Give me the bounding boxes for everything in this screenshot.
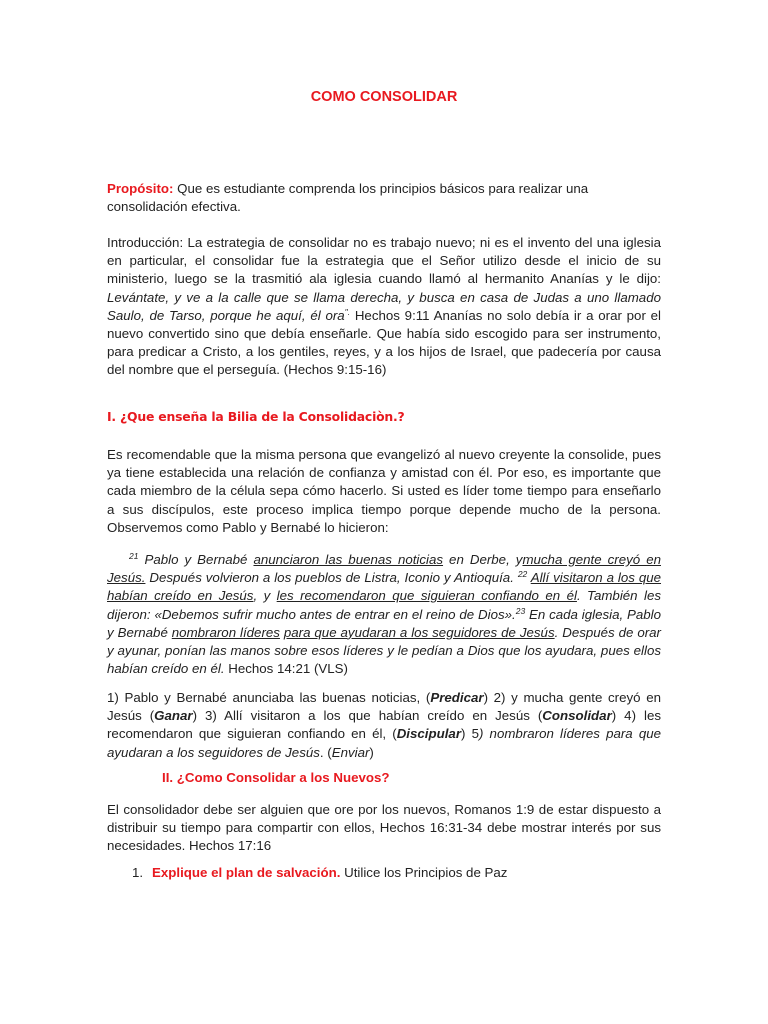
scripture-text: Después volvieron a los pueblos de Listra, Iconio y Antioquía. [145,570,518,586]
scripture-text: . Después de orar y ayunar, ponían las manos sobre esos líderes y le pedían a Dios que los ayudara, pues ellos habían creído en él. [107,624,661,677]
scripture-text: , y [253,588,277,604]
scripture-underlined: Allí visitaron a los que habían creído en Jesús [107,570,662,604]
summary-italic: ) nombraron líderes para que ayudaran a los seguidores de Jesús [107,726,662,760]
section-1-paragraph: Es recomendable que la misma persona que evangelizó al nuevo creyente la consolide, pues ya tiene establecida una relación de confianza y amistad con él. Por eso, es importante que cada miembro de la célula sepa cómo hacerlo. Si usted es líder tome tiempo para enseñarlo a sus discípulos, este proceso implica tiempo porque depende mucho de la persona. Observemos como Pablo y Bernabé lo hicieron: [107,447,661,535]
scripture-underlined: les recomendaron que siguieran confiando en él [276,588,577,604]
scripture-text: . También les dijeron: «Debemos sufrir mucho antes de entrar en el reino de Dios». [107,588,662,622]
summary-keyword-discipular: Discipular [396,726,461,742]
summary-text: ) [369,744,374,760]
summary-text: ) 4) les recomendaron que siguieran confiando en él, ( [107,708,662,742]
scripture-quote [107,551,661,678]
scripture-underlined: nombraron líderes [171,624,280,640]
summary-keyword-predicar: Predicar [430,690,484,705]
scripture-underlined: mucha gente creyó en Jesús. [107,552,661,586]
scripture-reference: Hechos 14:21 (VLS) [224,661,348,677]
summary-text: ) 3) Allí visitaron a los que habían creído en Jesús ( [192,708,543,724]
page-title: COMO CONSOLIDAR [310,89,458,105]
verse-number-21: 21 [129,551,139,561]
summary-keyword-ganar: Ganar [154,708,193,724]
summary-keyword-enviar: Enviar [331,744,370,760]
scripture-text: Pablo y Bernabé [138,552,254,567]
summary-text: . ( [319,744,332,760]
summary-text: ) 5 [461,726,479,742]
list-item-text: Utilice los Principios de Paz [340,865,508,880]
scripture-underlined: anunciaron las buenas noticias [253,552,444,567]
list-item [152,864,507,882]
section-2-paragraph: El consolidador debe ser alguien que ore por los nuevos, Romanos 1:9 de estar dispuesto a distribuir su tiempo para compartir con ellos, Hechos 16:31-34 debe mostrar interés por sus necesidades. Hechos 17:16 [107,802,661,854]
verse-number-22: 22 [517,569,528,580]
summary-text: ) 2) y mucha gente creyó en Jesús ( [107,690,661,724]
intro-quote: Levántate, y ve a la calle que se llama derecha, y busca en casa de Judas a uno llamado Saulo, de Tarso, porque he aquí, él ora [107,289,661,323]
intro-paragraph [107,234,661,380]
section-2-heading: II. ¿Como Consolidar a los Nuevos? [162,770,390,785]
section-1-heading: I. ¿Que enseña la Bilia de la Consolidaciòn.? [107,409,405,424]
purpose-text: Que es estudiante comprenda los principios básicos para realizar una consolidación efectiva. [107,181,589,215]
purpose-label: Propósito: [107,181,174,196]
scripture-underlined: para que ayudaran a los seguidores de Jesús [283,624,555,640]
verse-number-23: 23 [515,605,526,616]
list-item-bold: Explique el plan de salvación. [152,865,341,880]
scripture-text: En cada iglesia, Pablo y Bernabé [107,606,661,640]
scripture-text: en Derbe, y [443,552,523,567]
list-number: 1. [132,865,144,880]
summary-paragraph [107,689,661,762]
intro-text: Introducción: La estrategia de consolidar no es trabajo nuevo; ni es el invento del una iglesia en particular, el consolidar fue la estrategia que el Señor utilizo desde el inicio de su ministerio, luego se la trasmitió ala iglesia cuando llamó al hermanito Ananías y le dijo: [107,235,661,287]
intro-quote-end: ". [344,306,351,317]
summary-text: 1) Pablo y Bernabé anunciaba las buenas noticias, ( [107,690,431,705]
summary-keyword-consolidar: Consolidar [542,708,612,724]
purpose-paragraph [107,180,661,216]
intro-rest: Hechos 9:11 Ananías no solo debía ir a orar por el nuevo convertido sino que debía enseñarle. Que había sido escogido para ser instrumento, para predicar a Cristo, a los gentiles, reyes, y a los hijos de Israel, que padecería por causa del nombre que el perseguía. (Hechos 9:15-16) [107,307,661,378]
